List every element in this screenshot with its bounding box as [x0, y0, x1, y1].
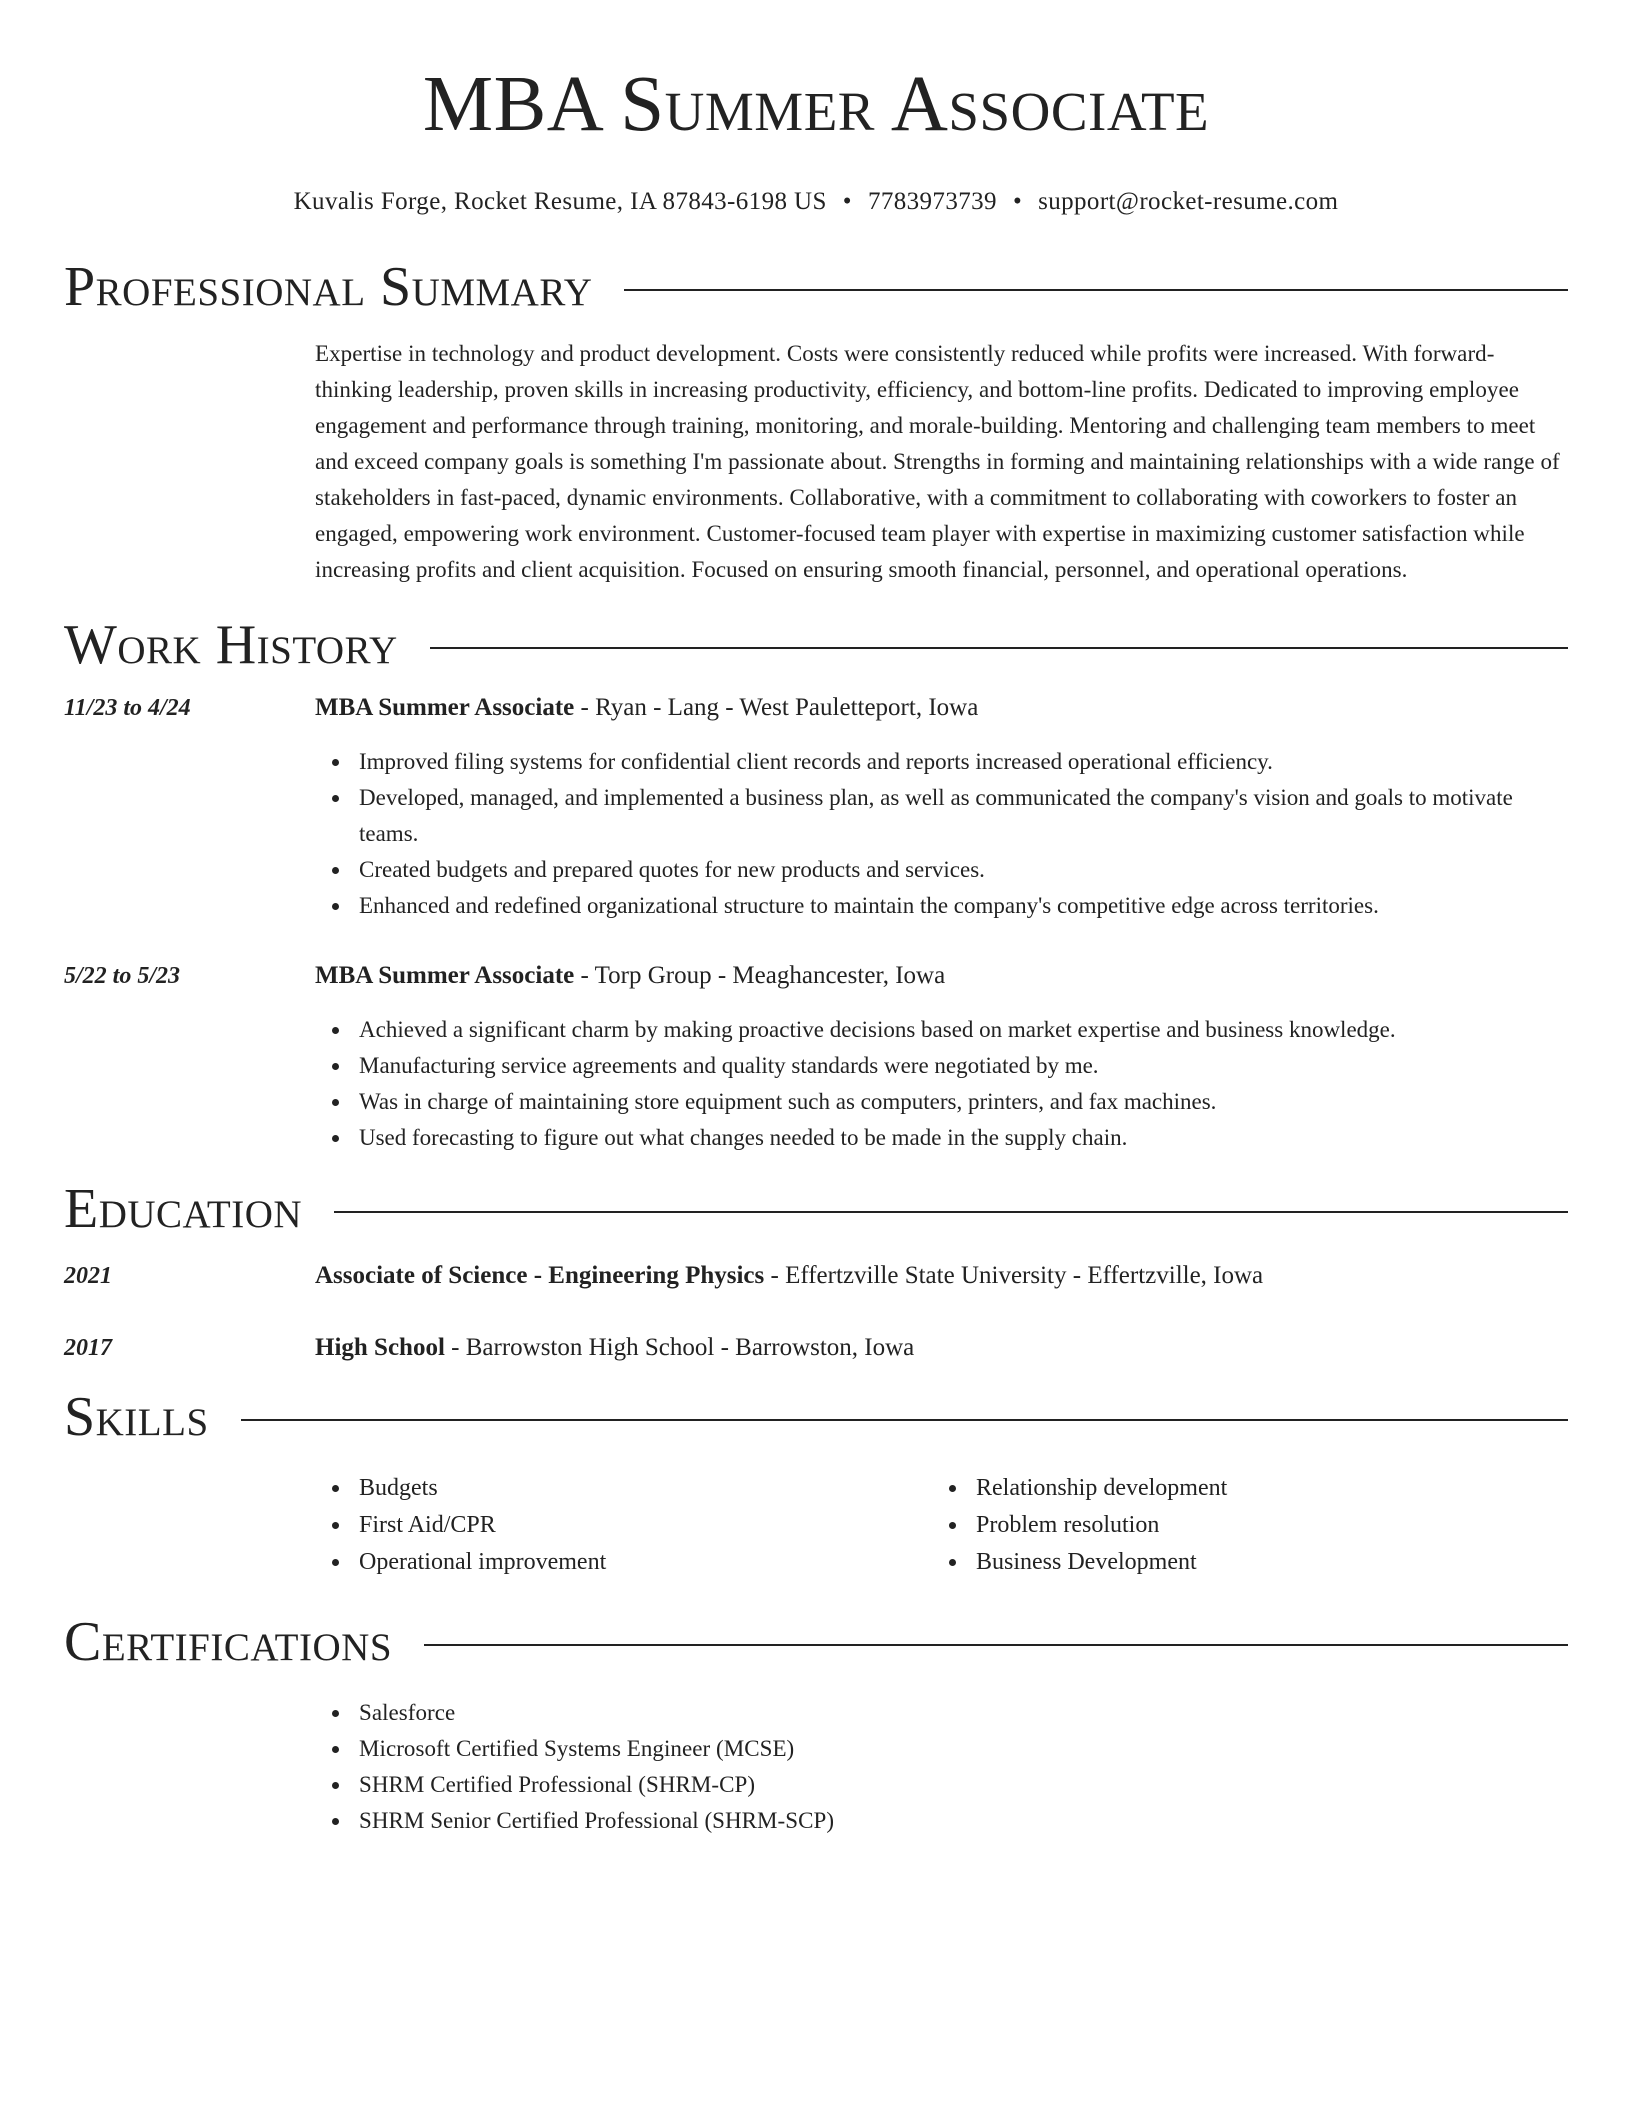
job-bullet: Enhanced and redefined organizational structure to maintain the company's competitive edge across territories.	[359, 888, 1568, 924]
education-year: 2017	[64, 1335, 112, 1361]
job-title-line	[315, 690, 1568, 726]
education-line	[315, 1258, 1568, 1294]
certification-item: SHRM Senior Certified Professional (SHRM-SCP)	[359, 1803, 1568, 1839]
contact-phone: 7783973739	[867, 188, 997, 215]
job-role: MBA Summer Associate	[315, 962, 575, 989]
education-entry	[64, 1258, 1568, 1294]
section-divider	[334, 1211, 1568, 1213]
contact-separator: •	[1012, 188, 1023, 215]
contact-separator: •	[842, 188, 852, 215]
skill-item: First Aid/CPR	[359, 1507, 932, 1544]
skills-list	[315, 1470, 1568, 1581]
contact-line	[64, 186, 1568, 218]
job-role: MBA Summer Associate	[315, 694, 575, 721]
job-bullet: Was in charge of maintaining store equipment such as computers, printers, and fax machines.	[359, 1084, 1568, 1120]
candidate-name: MBA Summer Associate	[422, 61, 1210, 148]
education-line	[315, 1330, 1568, 1366]
job-bullet: Manufacturing service agreements and quality standards were negotiated by me.	[359, 1048, 1568, 1084]
education-school: - Barrowston High School - Barrowston, Iowa	[444, 1334, 915, 1361]
skill-item: Problem resolution	[976, 1507, 1227, 1544]
skills-bullets	[932, 1470, 1227, 1581]
skills-column-left	[315, 1470, 932, 1581]
job-employer: - Ryan - Lang - West Pauletteport, Iowa	[574, 694, 979, 721]
job-bullet: Achieved a significant charm by making proactive decisions based on market expertise and business knowledge.	[359, 1012, 1568, 1048]
education-degree: Associate of Science - Engineering Physics	[315, 1262, 765, 1289]
job-dates: 5/22 to 5/23	[64, 963, 181, 989]
job-bullet: Created budgets and prepared quotes for new products and services.	[359, 852, 1568, 888]
skills-column-right	[932, 1470, 1227, 1581]
certifications-section-header	[64, 1607, 1568, 1677]
certification-item: Salesforce	[359, 1695, 1568, 1731]
section-divider	[241, 1419, 1568, 1421]
job-bullet: Used forecasting to figure out what changes needed to be made in the supply chain.	[359, 1120, 1568, 1156]
certifications-section-title: Certifications	[64, 1611, 393, 1673]
education-degree: High School	[315, 1334, 445, 1361]
skill-item: Relationship development	[976, 1470, 1227, 1507]
section-divider	[424, 1644, 1568, 1646]
job-bullet: Improved filing systems for confidential client records and reports increased operational efficiency.	[359, 744, 1568, 780]
education-school: - Effertzville State University - Effertzville, Iowa	[764, 1262, 1264, 1289]
certification-item: Microsoft Certified Systems Engineer (MCSE)	[359, 1731, 1568, 1767]
education-entry	[64, 1330, 1568, 1366]
skills-section-header	[64, 1382, 1568, 1452]
certification-item: SHRM Certified Professional (SHRM-CP)	[359, 1767, 1568, 1803]
skills-section-title: Skills	[64, 1386, 209, 1448]
job-title-line	[315, 958, 1568, 994]
summary-section-header	[64, 252, 1568, 322]
skill-item: Operational improvement	[359, 1544, 932, 1581]
skills-bullets	[315, 1470, 932, 1581]
certifications-list	[315, 1695, 1568, 1839]
job-bullets	[315, 1012, 1568, 1156]
skill-item: Business Development	[976, 1544, 1227, 1581]
summary-section-title: Professional Summary	[64, 256, 593, 318]
resume-page	[64, 0, 1568, 1839]
work-section-title: Work History	[64, 614, 398, 676]
job-bullets	[315, 744, 1568, 924]
job-dates: 11/23 to 4/24	[64, 695, 191, 721]
education-section-title: Education	[64, 1178, 303, 1240]
contact-address: Kuvalis Forge, Rocket Resume, IA 87843-6198 US	[293, 188, 827, 215]
job-entry	[64, 958, 1568, 1156]
contact-email: support@rocket-resume.com	[1038, 188, 1339, 215]
education-section-header	[64, 1174, 1568, 1244]
education-year: 2021	[64, 1263, 112, 1289]
work-section-header	[64, 610, 1568, 680]
job-bullet: Developed, managed, and implemented a business plan, as well as communicated the company's vision and goals to motivate teams.	[359, 780, 1568, 852]
job-employer: - Torp Group - Meaghancester, Iowa	[574, 962, 946, 989]
skill-item: Budgets	[359, 1470, 932, 1507]
job-entry	[64, 690, 1568, 924]
certification-bullets	[315, 1695, 1568, 1839]
section-divider	[430, 647, 1568, 649]
section-divider	[624, 289, 1568, 291]
summary-text: Expertise in technology and product development. Costs were consistently reduced while profits were increased. With forward-thinking leadership, proven skills in increasing productivity, efficiency, and bottom-line profits. Dedicated to improving employee engagement and performance through training, monitoring, and morale-building. Mentoring and challenging team members to meet and exceed company goals is something I'm passionate about. Strengths in forming and maintaining relationships with a wide range of stakeholders in fast-paced, dynamic environments. Collaborative, with a commitment to collaborating with coworkers to foster an engaged, empowering work environment. Customer-focused team player with expertise in maximizing customer satisfaction while increasing profits and client acquisition. Focused on ensuring smooth financial, personnel, and operational operations.	[315, 341, 1560, 582]
